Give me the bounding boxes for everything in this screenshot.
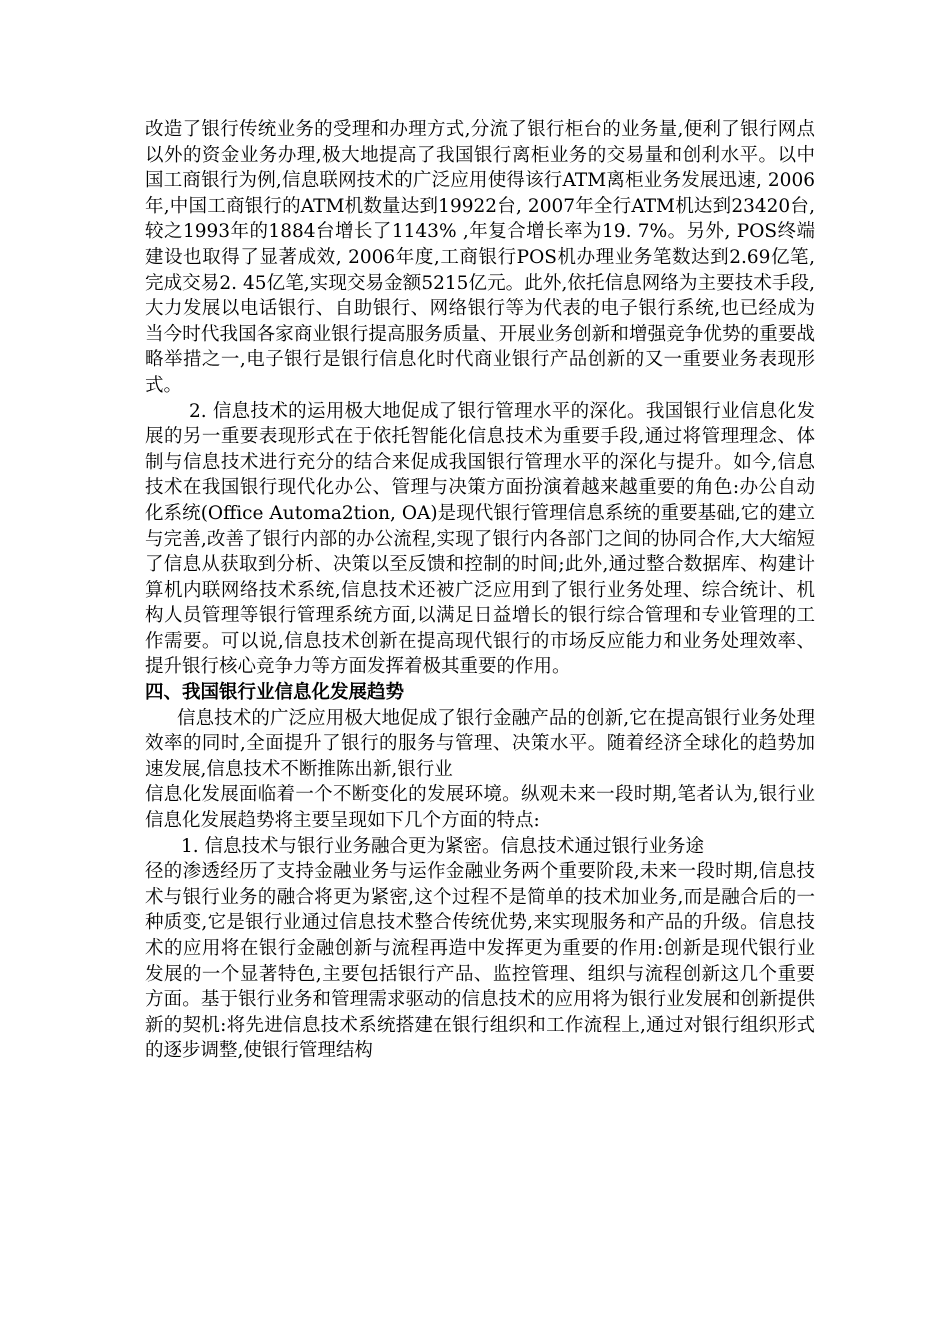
section-heading-trends: 四、我国银行业信息化发展趋势	[145, 682, 405, 704]
document-body	[145, 117, 815, 1064]
paragraph-atm-pos: 改造了银行传统业务的受理和办理方式,分流了银行柜台的业务量,便利了银行网点以外的资金业务办理,极大地提高了我国银行离柜业务的交易量和创利水平。以中国工商银行为例,信息联网技术的广泛应用使得该行ATM离柜业务发展迅速, 2006年,中国工商银行的ATM机数量达到19922台, 2007年全行ATM机达到23420台,较之1993年的1884台增长了1143% ,年复合增长率为19. 7%。另外, POS终端建设也取得了显著成效, 2006年度,工商银行POS机办理业务笔数达到2.69亿笔,完成交易2. 45亿笔,实现交易金额5215亿元。此外,依托信息网络为主要技术手段,大力发展以电话银行、自助银行、网络银行等为代表的电子银行系统,也已经成为当今时代我国各家商业银行提高服务质量、开展业务创新和增强竞争优势的重要战略举措之一,电子银行是银行信息化时代商业银行产品创新的又一重要业务表现形式。	[145, 119, 815, 396]
paragraph-trends-continued: 信息化发展面临着一个不断变化的发展环境。纵观未来一段时期,笔者认为,银行业信息化发展趋势将主要呈现如下几个方面的特点:	[145, 784, 815, 832]
paragraph-trend-1-body: 径的渗透经历了支持金融业务与运作金融业务两个重要阶段,未来一段时期,信息技术与银行业务的融合将更为紧密,这个过程不是简单的技术加业务,而是融合后的一种质变,它是银行业通过信息技术整合传统优势,来实现服务和产品的升级。信息技术的应用将在银行金融创新与流程再造中发挥更为重要的作用:创新是现代银行业发展的一个显著特色,主要包括银行产品、监控管理、组织与流程创新这几个重要方面。基于银行业务和管理需求驱动的信息技术的应用将为银行业发展和创新提供新的契机:将先进信息技术系统搭建在银行组织和工作流程上,通过对银行组织形式的逐步调整,使银行管理结构	[145, 861, 815, 1062]
paragraph-trend-1-title: 1. 信息技术与银行业务融合更为紧密。信息技术通过银行业务途	[181, 835, 705, 857]
paragraph-management-deepening: 2. 信息技术的运用极大地促成了银行管理水平的深化。我国银行业信息化发展的另一重要表现形式在于依托智能化信息技术为重要手段,通过将管理理念、体制与信息技术进行充分的结合来促成我国银行管理水平的深化与提升。如今,信息技术在我国银行现代化办公、管理与决策方面扮演着越来越重要的角色:办公自动化系统(Office Automa2tion, OA)是现代银行管理信息系统的重要基础,它的建立与完善,改善了银行内部的办公流程,实现了银行内各部门之间的协同合作,大大缩短了信息从获取到分析、决策以至反馈和控制的时间;此外,通过整合数据库、构建计算机内联网络技术系统,信息技术还被广泛应用到了银行业务处理、综合统计、机构人员管理等银行管理系统方面,以满足日益增长的银行综合管理和专业管理的工作需要。可以说,信息技术创新在提高现代银行的市场反应能力和业务处理效率、提升银行核心竞争力等方面发挥着极其重要的作用。	[145, 400, 815, 678]
paragraph-trends-intro: 信息技术的广泛应用极大地促成了银行金融产品的创新,它在提高银行业务处理效率的同时,全面提升了银行的服务与管理、决策水平。随着经济全球化的趋势加速发展,信息技术不断推陈出新,银行业	[145, 707, 815, 780]
